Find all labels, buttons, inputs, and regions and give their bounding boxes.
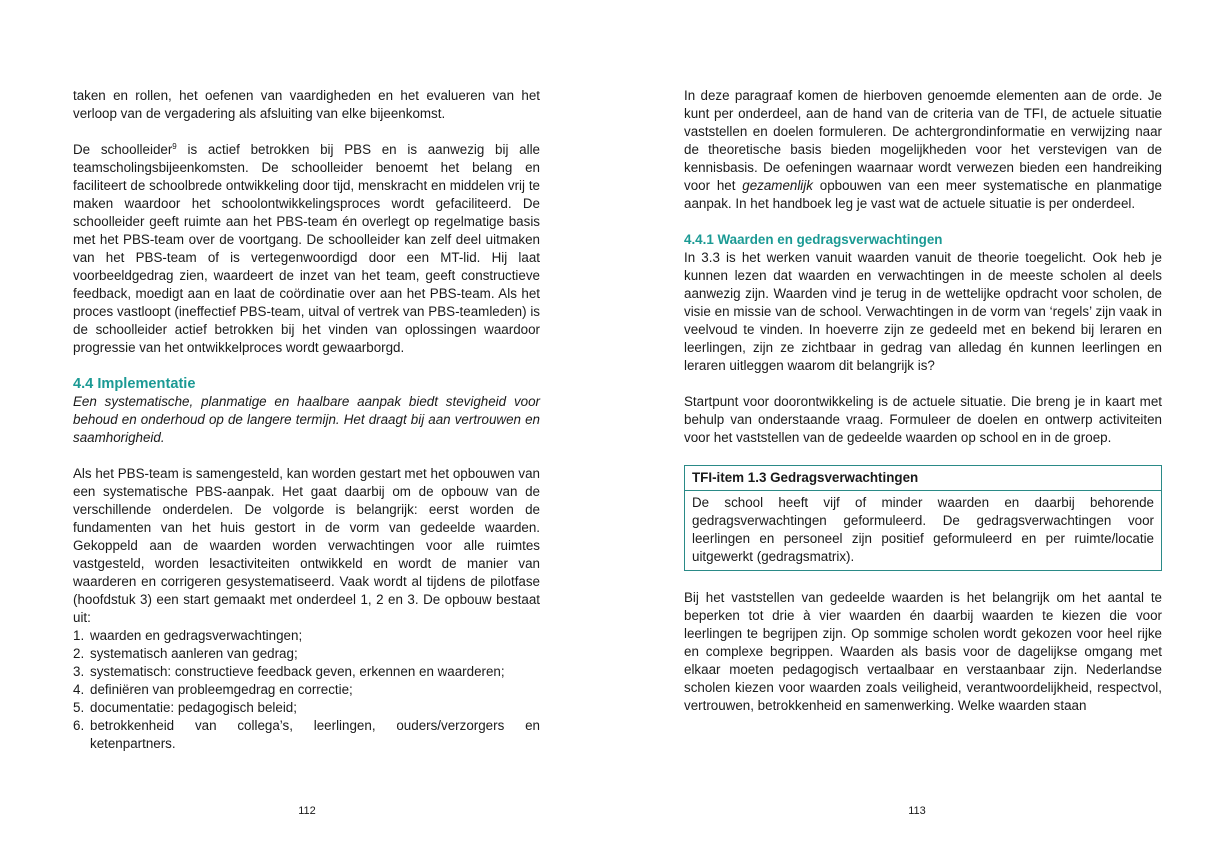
overview-emphasis: gezamenlijk (742, 178, 813, 193)
list-text: betrokkenheid van collega’s, leerlingen, ouders/verzorgers en ketenpartners. (90, 718, 540, 751)
tfi-item-title: TFI-item 1.3 Gedragsverwachtingen (685, 466, 1161, 491)
list-item (73, 663, 540, 681)
list-number: 5. (73, 700, 85, 715)
list-number: 4. (73, 682, 85, 697)
overview-start: In deze paragraaf komen de hierboven genoemde elementen aan de orde. Je kunt per onderdeel, aan de hand van de criteria van de TFI, de actuele situatie vaststellen en doelen formuleren. De achtergrondinformatie en verwijzing naar de theoretische basis bieden mogelijkheden voor het verstevigen van de kennisbasis. De oefeningen waarnaar wordt verwezen bieden een handreiking voor het (684, 88, 1162, 193)
right-text-column (684, 87, 1162, 715)
tfi-item-box (684, 465, 1162, 571)
schoolleider-start: De schoolleider (73, 142, 173, 157)
list-text: waarden en gedragsverwachtingen; (90, 628, 303, 643)
section-intro: Een systematische, planmatige en haalbare aanpak biedt stevigheid voor behoud en onderhoud op de langere termijn. Het draagt bij aan vertrouwen en saamhorigheid. (73, 394, 540, 445)
page-number-left: 112 (298, 805, 316, 817)
paragraph-roles: taken en rollen, het oefenen van vaardigheden en het evalueren van het verloop van de vergadering als afsluiting van elke bijeenkomst. (73, 88, 540, 121)
list-text: systematisch aanleren van gedrag; (90, 646, 298, 661)
list-item (73, 645, 540, 663)
page-right (611, 0, 1222, 866)
overview-end: opbouwen van een meer systematische en planmatige aanpak. In het handboek leg je vast wat de actuele situatie is per onderdeel. (684, 178, 1162, 211)
list-number: 1. (73, 628, 85, 643)
list-number: 6. (73, 718, 85, 733)
left-text-column (73, 87, 540, 753)
list-text: systematisch: constructieve feedback geven, erkennen en waarderen; (90, 664, 505, 679)
page-number-right: 113 (908, 805, 926, 817)
paragraph-overview (684, 87, 1162, 213)
paragraph-startpoint: Startpunt voor doorontwikkeling is de actuele situatie. Die breng je in kaart met behulp van onderstaande vraag. Formuleer de doelen en ontwerp activiteiten voor het vaststellen van de gedeelde waarden op school en in de groep. (684, 394, 1162, 445)
paragraph-values: In 3.3 is het werken vanuit waarden vanuit de theorie toegelicht. Ook heb je kunnen lezen dat waarden en verwachtingen in de meeste scholen al deels aanwezig zijn. Waarden vind je terug in de wettelijke opdracht voor scholen, de visie en missie van de school. Verwachtingen in de vorm van ‘regels’ zijn vaak in veelvoud te vinden. In hoeverre zijn ze gedeeld met en bekend bij leraren en leerlingen, zijn ze zichtbaar in gedrag van alledag én kunnen leerlingen en leraren uitleggen waarom dit belangrijk is? (684, 250, 1162, 373)
paragraph-shared-values: Bij het vaststellen van gedeelde waarden is het belangrijk om het aantal te beperken tot drie à vier waarden én daarbij waarden te kiezen die voor leerlingen te begrijpen zijn. Op sommige scholen wordt gekozen voor heel rijke en complexe begrippen. Waarden als basis voor de dagelijkse omgang met elkaar moeten pedagogisch vertaalbaar en verstaanbaar zijn. Nederlandse scholen kiezen voor waarden zoals veiligheid, verantwoordelijkheid, respectvol, vertrouwen, betrokkenheid en samenwerking. Welke waarden staan (684, 590, 1162, 713)
list-item (73, 699, 540, 717)
paragraph-pbs-team: Als het PBS-team is samengesteld, kan worden gestart met het opbouwen van een systematische PBS-aanpak. Het gaat daarbij om de opbouw van de verschillende onderdelen. De volgorde is belangrijk: eerst worden de fundamenten van het huis gestort in de vorm van gedeelde waarden. Gekoppeld aan de waarden worden verwachtingen voor alle ruimtes vastgesteld, worden lesactiviteiten ontwikkeld en wordt de manier van waarderen en corrigeren gesystematiseerd. Vaak wordt al tijdens de pilotfase (hoofdstuk 3) een start gemaakt met onderdeel 1, 2 en 3. De opbouw bestaat uit: (73, 466, 540, 625)
section-heading: 4.4 Implementatie (73, 376, 196, 392)
list-item (73, 717, 540, 753)
list-text: documentatie: pedagogisch beleid; (90, 700, 297, 715)
subsection-heading: 4.4.1 Waarden en gedragsverwachtingen (684, 232, 943, 247)
schoolleider-rest: is actief betrokken bij PBS en is aanwezig bij alle teamscholingsbijeenkomsten. De schoolleider benoemt het belang en faciliteert de schoolbrede ontwikkeling door tijd, menskracht en middelen vrij te maken waardoor het schoolontwikkelingsproces wordt gefaciliteerd. De schoolleider geeft ruimte aan het PBS-team én overlegt op regelmatige basis met het PBS-team over de voortgang. De schoolleider kan zelf deel uitmaken van het PBS-team of is vertegenwoordigd door een MT-lid. Hij laat voorbeeldgedrag zien, waardeert de inzet van het team, geeft constructieve feedback, moedigt aan en laat de coördinatie over aan het PBS-team. Als het proces vastloopt (ineffectief PBS-team, uitval of vertrek van PBS-teamleden) is de schoolleider actief betrokken bij het vinden van oplossingen waardoor progressie van het ontwikkelproces wordt gewaarborgd. (73, 142, 540, 355)
list-number: 3. (73, 664, 85, 679)
footnote-marker[interactable]: 9 (172, 142, 177, 151)
tfi-item-text: De school heeft vijf of minder waarden en daarbij behorende gedragsverwachtingen geformuleerd. De gedragsverwachtingen voor leerlingen en personeel zijn positief geformuleerd en per ruimte/locatie uitgewerkt (gedragsmatrix). (692, 495, 1154, 564)
list-number: 2. (73, 646, 85, 661)
list-text: definiëren van probleemgedrag en correctie; (90, 682, 353, 697)
steps-list (73, 627, 540, 753)
paragraph-schoolleider (73, 141, 540, 357)
list-item (73, 627, 540, 645)
list-item (73, 681, 540, 699)
